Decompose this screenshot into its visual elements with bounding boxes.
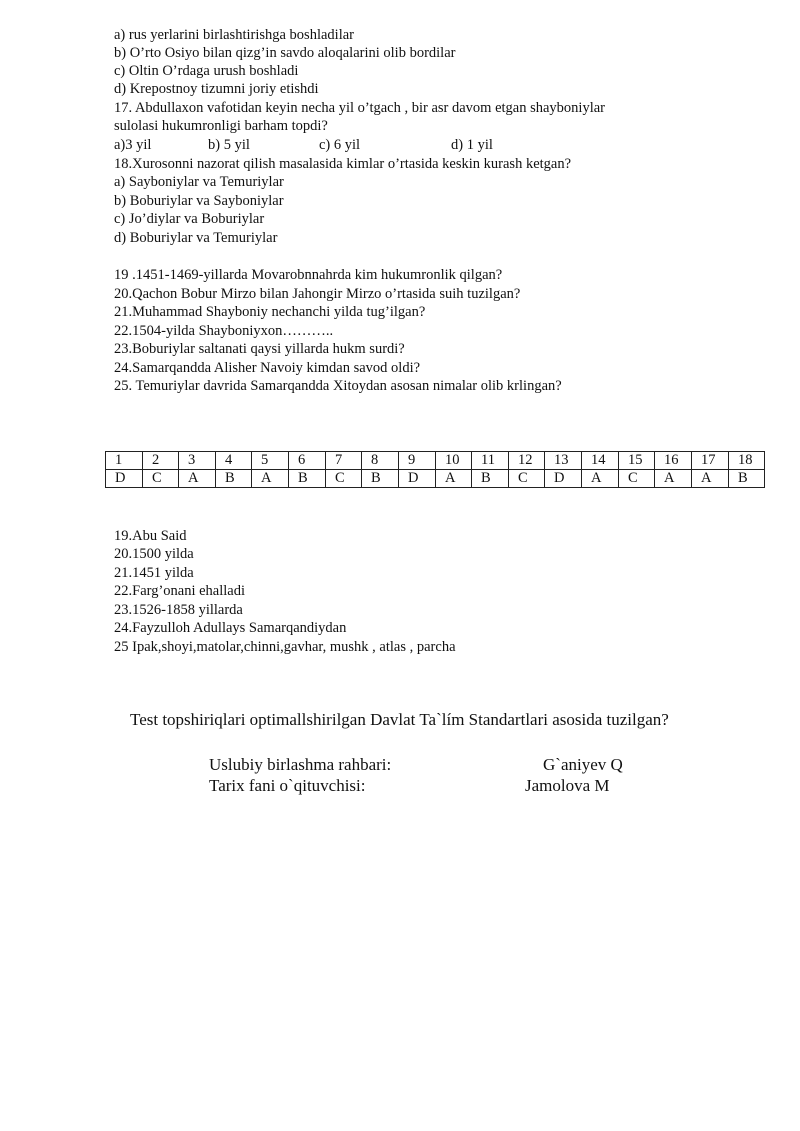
- table-cell: 15: [619, 452, 655, 470]
- table-cell: 9: [399, 452, 436, 470]
- question-21: 21.Muhammad Shayboniy nechanchi yilda tug’ilgan?: [114, 304, 426, 320]
- table-cell: 4: [216, 452, 252, 470]
- table-cell: 6: [289, 452, 326, 470]
- option-line: a) Sayboniylar va Temuriylar: [114, 174, 284, 190]
- table-cell: 8: [362, 452, 399, 470]
- table-cell: 13: [545, 452, 582, 470]
- table-cell: A: [692, 470, 729, 488]
- table-cell: 17: [692, 452, 729, 470]
- answer-23: 23.1526-1858 yillarda: [114, 602, 243, 618]
- table-cell: 1: [106, 452, 143, 470]
- table-cell: 12: [509, 452, 545, 470]
- table-cell: D: [399, 470, 436, 488]
- question-19: 19 .1451-1469-yillarda Movarobnnahrda kim hukumronlik qilgan?: [114, 267, 503, 283]
- table-cell: 16: [655, 452, 692, 470]
- signature-name-2: Jamolova M: [525, 776, 610, 795]
- answer-24: 24.Fayzulloh Adullays Samarqandiydan: [114, 620, 347, 636]
- table-cell: A: [252, 470, 289, 488]
- option-line: c) Jo’diylar va Boburiylar: [114, 211, 265, 227]
- question-17-options: [114, 136, 714, 154]
- table-cell: B: [362, 470, 399, 488]
- table-cell: A: [582, 470, 619, 488]
- option-line: b) O’rto Osiyo bilan qizg’in savdo aloqalarini olib bordilar: [114, 45, 456, 61]
- table-cell: C: [326, 470, 362, 488]
- question-17: 17. Abdullaxon vafotidan keyin necha yil o’tgach , bir asr davom etgan shayboniylar: [114, 100, 605, 116]
- option-b: b) 5 yil: [208, 137, 250, 153]
- table-cell: B: [216, 470, 252, 488]
- table-cell: C: [619, 470, 655, 488]
- table-cell: A: [179, 470, 216, 488]
- table-cell: A: [436, 470, 472, 488]
- question-20: 20.Qachon Bobur Mirzo bilan Jahongir Mirzo o’rtasida suih tuzilgan?: [114, 286, 521, 302]
- question-18: 18.Xurosonni nazorat qilish masalasida kimlar o’rtasida keskin kurash ketgan?: [114, 156, 572, 172]
- table-cell: D: [106, 470, 143, 488]
- option-line: c) Oltin O’rdaga urush boshladi: [114, 63, 299, 79]
- table-cell: 5: [252, 452, 289, 470]
- table-cell: 3: [179, 452, 216, 470]
- table-cell: 7: [326, 452, 362, 470]
- option-line: d) Krepostnoy tizumni joriy etishdi: [114, 81, 319, 97]
- table-cell: B: [472, 470, 509, 488]
- signature-role-2: Tarix fani o`qituvchisi:: [209, 776, 366, 795]
- answer-21: 21.1451 yilda: [114, 565, 194, 581]
- answer-25: 25 Ipak,shoyi,matolar,chinni,gavhar, mushk , atlas , parcha: [114, 639, 456, 655]
- table-cell: B: [289, 470, 326, 488]
- table-cell: 2: [143, 452, 179, 470]
- table-cell: 14: [582, 452, 619, 470]
- option-a: a)3 yil: [114, 137, 152, 153]
- question-23: 23.Boburiylar saltanati qaysi yillarda hukm surdi?: [114, 341, 405, 357]
- answer-19: 19.Abu Said: [114, 528, 187, 544]
- footer-statement: Test topshiriqlari optimallshirilgan Davlat Ta`lím Standartlari asosida tuzilgan?: [130, 710, 669, 729]
- option-c: c) 6 yil: [319, 137, 361, 153]
- answer-key-table: [105, 451, 765, 488]
- table-cell: D: [545, 470, 582, 488]
- option-d: d) 1 yil: [451, 137, 493, 153]
- signature-name-1: G`aniyev Q: [543, 755, 623, 774]
- option-line: d) Boburiylar va Temuriylar: [114, 230, 278, 246]
- table-cell: 10: [436, 452, 472, 470]
- question-22: 22.1504-yilda Shayboniyxon………..: [114, 323, 334, 339]
- question-17-continued: sulolasi hukumronligi barham topdi?: [114, 118, 328, 134]
- table-cell: 18: [729, 452, 765, 470]
- table-cell: C: [509, 470, 545, 488]
- answer-key-numbers-row: [106, 452, 765, 470]
- question-25: 25. Temuriylar davrida Samarqandda Xitoydan asosan nimalar olib krlingan?: [114, 378, 562, 394]
- signature-role-1: Uslubiy birlashma rahbari:: [209, 755, 392, 774]
- answer-20: 20.1500 yilda: [114, 546, 194, 562]
- table-cell: C: [143, 470, 179, 488]
- table-cell: A: [655, 470, 692, 488]
- table-cell: B: [729, 470, 765, 488]
- answer-key-letters-row: [106, 470, 765, 488]
- question-24: 24.Samarqandda Alisher Navoiy kimdan savod oldi?: [114, 360, 421, 376]
- option-line: b) Boburiylar va Sayboniylar: [114, 193, 284, 209]
- table-cell: 11: [472, 452, 509, 470]
- option-line: a) rus yerlarini birlashtirishga boshladilar: [114, 27, 354, 43]
- answer-22: 22.Farg’onani ehalladi: [114, 583, 246, 599]
